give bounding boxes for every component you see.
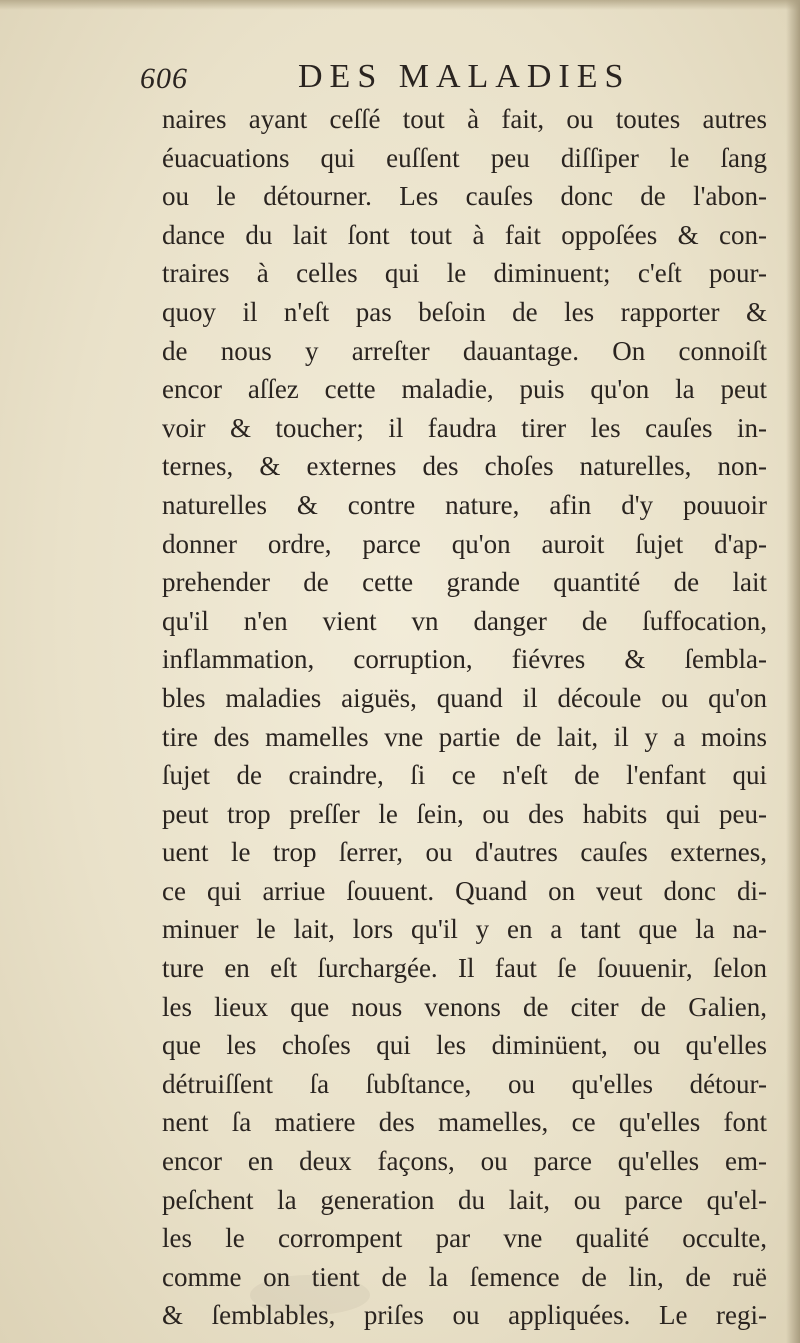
page-edge-right <box>786 0 800 1343</box>
text-line: comme on tient de la ſemence de lin, de ruë <box>162 1261 767 1292</box>
text-line: de nous y arreſter dauantage. On connoiſt <box>162 335 767 366</box>
page-number: 606 <box>140 62 188 95</box>
text-line: minuer le lait, lors qu'il y en a tant que la na- <box>162 914 767 945</box>
text-line: qu'il n'en vient vn danger de ſuffocation, <box>162 605 767 636</box>
running-title: DES MALADIES <box>298 58 631 95</box>
text-line: dance du lait ſont tout à fait oppoſées & con- <box>162 219 767 250</box>
text-line: peſchent la generation du lait, ou parce qu'el- <box>162 1184 767 1215</box>
text-line: & ſemblables, priſes ou appliquées. Le regi- <box>162 1300 767 1331</box>
text-line: prehender de cette grande quantité de lait <box>162 567 767 598</box>
text-line: donner ordre, parce qu'on auroit ſujet d'ap- <box>162 528 767 559</box>
text-line: les le corrompent par vne qualité occulte, <box>162 1223 767 1254</box>
text-line: ou le détourner. Les cauſes donc de l'abon- <box>162 181 767 212</box>
text-line: les lieux que nous venons de citer de Galien, <box>162 991 767 1022</box>
body-text <box>162 100 767 1335</box>
text-line: éuacuations qui euſſent peu diſſiper le ſang <box>162 142 767 173</box>
text-line: naires ayant ceſſé tout à fait, ou toutes autres <box>162 104 767 134</box>
text-line: ſujet de craindre, ſi ce n'eſt de l'enfant qui <box>162 760 767 791</box>
text-line: détruiſſent ſa ſubſtance, ou qu'elles détour- <box>162 1068 767 1099</box>
page-header <box>140 58 700 98</box>
text-line: naturelles & contre nature, afin d'y pouuoir <box>162 489 767 520</box>
text-line: ture en eſt ſurchargée. Il faut ſe ſouuenir, ſelon <box>162 953 767 984</box>
text-line: ternes, & externes des choſes naturelles, non- <box>162 451 767 482</box>
text-line: uent le trop ſerrer, ou d'autres cauſes externes, <box>162 837 767 868</box>
text-line: nent ſa matiere des mamelles, ce qu'elles font <box>162 1107 767 1138</box>
text-line: encor aſſez cette maladie, puis qu'on la peut <box>162 374 767 405</box>
page-edge-top <box>0 0 800 10</box>
text-line: encor en deux façons, ou parce qu'elles em- <box>162 1146 767 1177</box>
text-line: bles maladies aiguës, quand il découle ou qu'on <box>162 682 767 713</box>
text-line: inflammation, corruption, fiévres & ſembla- <box>162 644 767 675</box>
text-line: ce qui arriue ſouuent. Quand on veut donc di- <box>162 875 767 906</box>
text-line: peut trop preſſer le ſein, ou des habits qui peu- <box>162 798 767 829</box>
text-line: tire des mamelles vne partie de lait, il y a moins <box>162 721 767 752</box>
text-line: voir & toucher; il faudra tirer les cauſes in- <box>162 412 767 443</box>
text-line: traires à celles qui le diminuent; c'eſt pour- <box>162 258 767 289</box>
text-line: que les choſes qui les diminüent, ou qu'elles <box>162 1030 767 1061</box>
text-line: quoy il n'eſt pas beſoin de les rapporter & <box>162 296 767 327</box>
